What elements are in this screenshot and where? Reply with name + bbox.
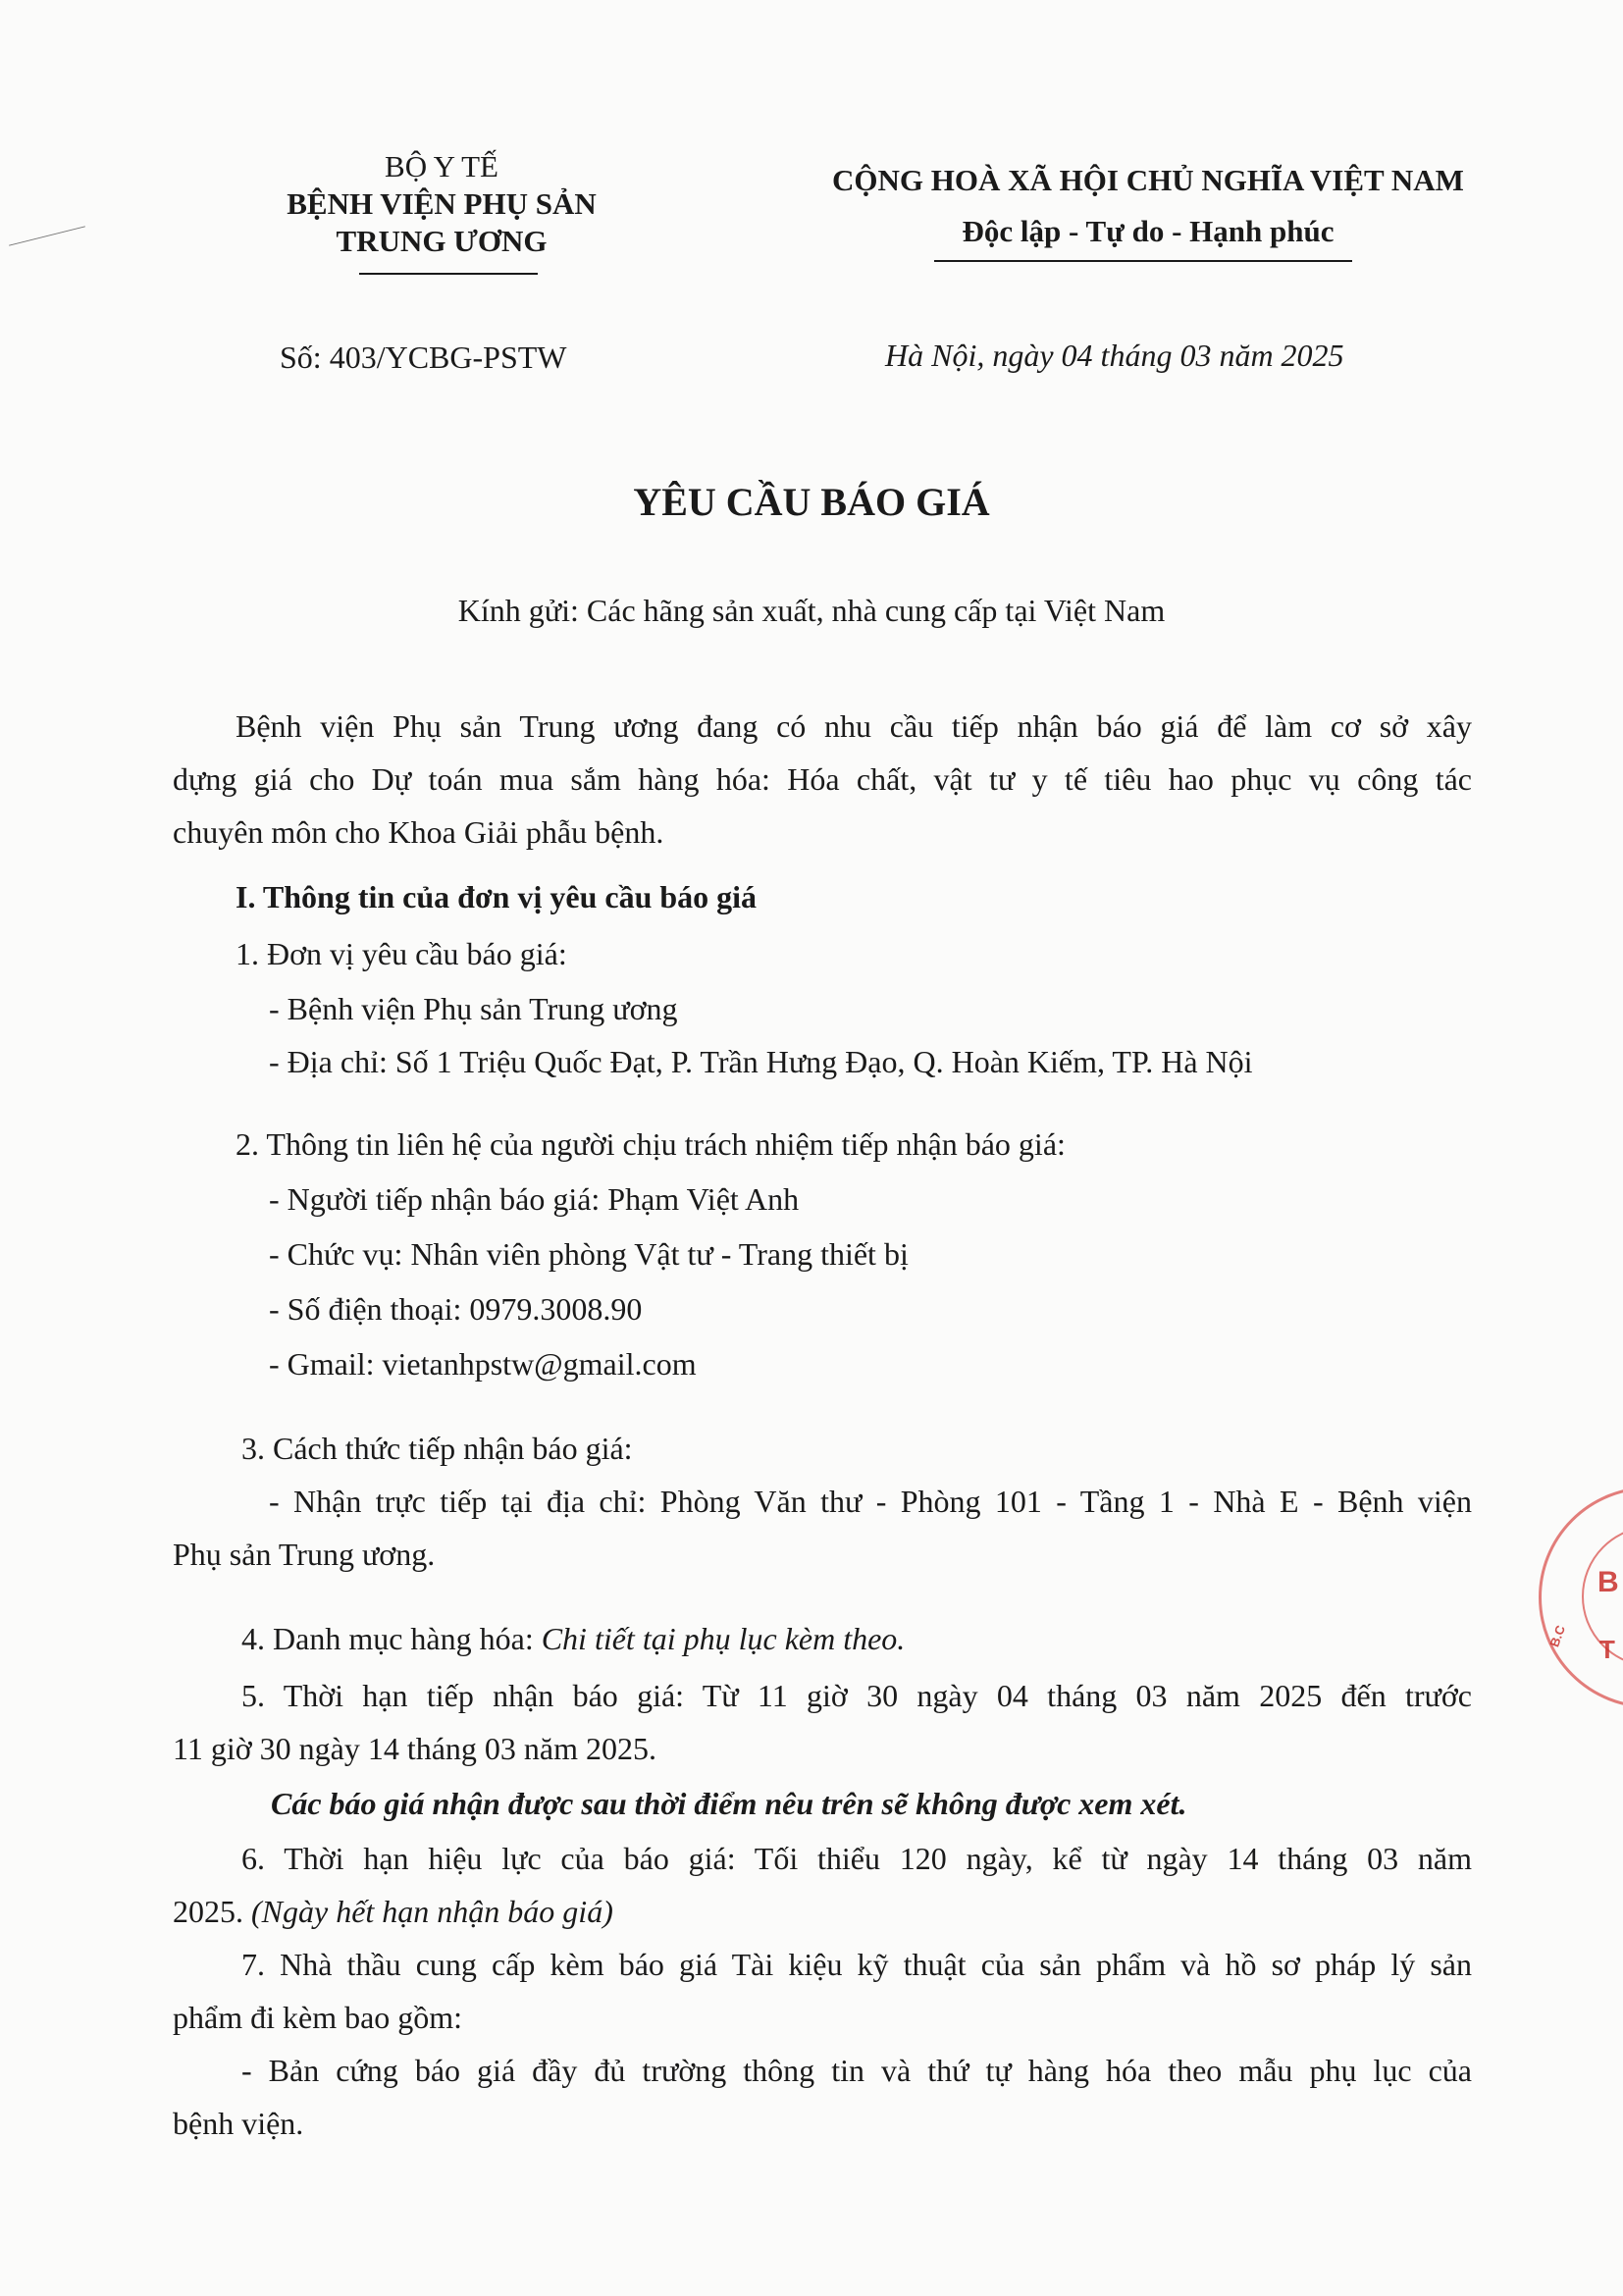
item3-line-2: Phụ sản Trung ương. bbox=[173, 1537, 436, 1572]
item2-label: 2. Thông tin liên hệ của người chịu trách nhiệm tiếp nhận báo giá: bbox=[236, 1126, 1066, 1162]
item4-label: 4. Danh mục hàng hóa: bbox=[241, 1621, 542, 1656]
document-number: Số: 403/YCBG-PSTW bbox=[280, 339, 567, 375]
item6-year: 2025. bbox=[173, 1894, 251, 1929]
stamp-letter-b: B bbox=[1597, 1566, 1619, 1598]
item5-line-1: 5. Thời hạn tiếp nhận báo giá: Từ 11 giờ 30 ngày 04 tháng 03 năm 2025 đến trước bbox=[241, 1678, 1472, 1713]
place-and-date: Hà Nội, ngày 04 tháng 03 năm 2025 bbox=[885, 338, 1344, 373]
hospital-name-line2: TRUNG ƯƠNG bbox=[336, 224, 548, 258]
item7-line-1: 7. Nhà thầu cung cấp kèm báo giá Tài kiệu kỹ thuật của sản phẩm và hồ sơ pháp lý sản bbox=[241, 1947, 1472, 1982]
header-right-underline bbox=[934, 260, 1352, 262]
item2-person: - Người tiếp nhận báo giá: Phạm Việt Anh bbox=[269, 1181, 800, 1217]
item1-label: 1. Đơn vị yêu cầu báo giá: bbox=[236, 936, 567, 971]
item7-line-3: - Bản cứng báo giá đầy đủ trường thông tin và thứ tự hàng hóa theo mẫu phụ lục của bbox=[241, 2053, 1472, 2088]
item1-address: - Địa chỉ: Số 1 Triệu Quốc Đạt, P. Trần Hưng Đạo, Q. Hoàn Kiếm, TP. Hà Nội bbox=[269, 1044, 1253, 1079]
item6-line-1: 6. Thời hạn hiệu lực của báo giá: Tối thiểu 120 ngày, kể từ ngày 14 tháng 03 năm bbox=[241, 1841, 1472, 1876]
country-name: CỘNG HOÀ XÃ HỘI CHỦ NGHĨA VIỆT NAM bbox=[832, 163, 1464, 197]
item3-label: 3. Cách thức tiếp nhận báo giá: bbox=[241, 1431, 633, 1466]
hospital-name-line1: BỆNH VIỆN PHỤ SẢN bbox=[287, 186, 597, 221]
item3-line-1: - Nhận trực tiếp tại địa chỉ: Phòng Văn thư - Phòng 101 - Tầng 1 - Nhà E - Bệnh viện bbox=[269, 1484, 1472, 1519]
intro-line-2: dựng giá cho Dự toán mua sắm hàng hóa: Hóa chất, vật tư y tế tiêu hao phục vụ công tác bbox=[173, 761, 1472, 797]
stamp-letter-bc: B.C bbox=[1546, 1623, 1569, 1649]
document-title: YÊU CẦU BÁO GIÁ bbox=[633, 480, 990, 524]
intro-line-3: chuyên môn cho Khoa Giải phẫu bệnh. bbox=[173, 814, 664, 850]
item5-warning: Các báo giá nhận được sau thời điểm nêu trên sẽ không được xem xét. bbox=[271, 1786, 1187, 1821]
item1-name: - Bệnh viện Phụ sản Trung ương bbox=[269, 991, 678, 1026]
section1-heading: I. Thông tin của đơn vị yêu cầu báo giá bbox=[236, 879, 758, 914]
recipient: Kính gửi: Các hãng sản xuất, nhà cung cấp tại Việt Nam bbox=[457, 593, 1166, 628]
item6-line-2 bbox=[173, 1894, 613, 1930]
item7-line-4: bệnh viện. bbox=[173, 2106, 304, 2141]
national-motto: Độc lập - Tự do - Hạnh phúc bbox=[962, 214, 1335, 248]
header-left-underline bbox=[359, 273, 538, 275]
intro-line-1: Bệnh viện Phụ sản Trung ương đang có nhu cầu tiếp nhận báo giá để làm cơ sở xây bbox=[236, 708, 1472, 744]
item5-line-2: 11 giờ 30 ngày 14 tháng 03 năm 2025. bbox=[173, 1731, 657, 1766]
item6-note: (Ngày hết hạn nhận báo giá) bbox=[251, 1894, 613, 1929]
item4 bbox=[241, 1621, 905, 1657]
item4-detail: Chi tiết tại phụ lục kèm theo. bbox=[541, 1621, 906, 1656]
item7-line-2: phẩm đi kèm bao gồm: bbox=[173, 2000, 463, 2035]
scan-mark bbox=[9, 226, 85, 245]
item2-phone: - Số điện thoại: 0979.3008.90 bbox=[269, 1291, 643, 1327]
stamp-letter-t: T bbox=[1599, 1635, 1615, 1664]
item2-email: - Gmail: vietanhpstw@gmail.com bbox=[269, 1346, 697, 1382]
item2-position: - Chức vụ: Nhân viên phòng Vật tư - Trang thiết bị bbox=[269, 1236, 909, 1272]
ministry-name: BỘ Y TẾ bbox=[385, 149, 498, 183]
